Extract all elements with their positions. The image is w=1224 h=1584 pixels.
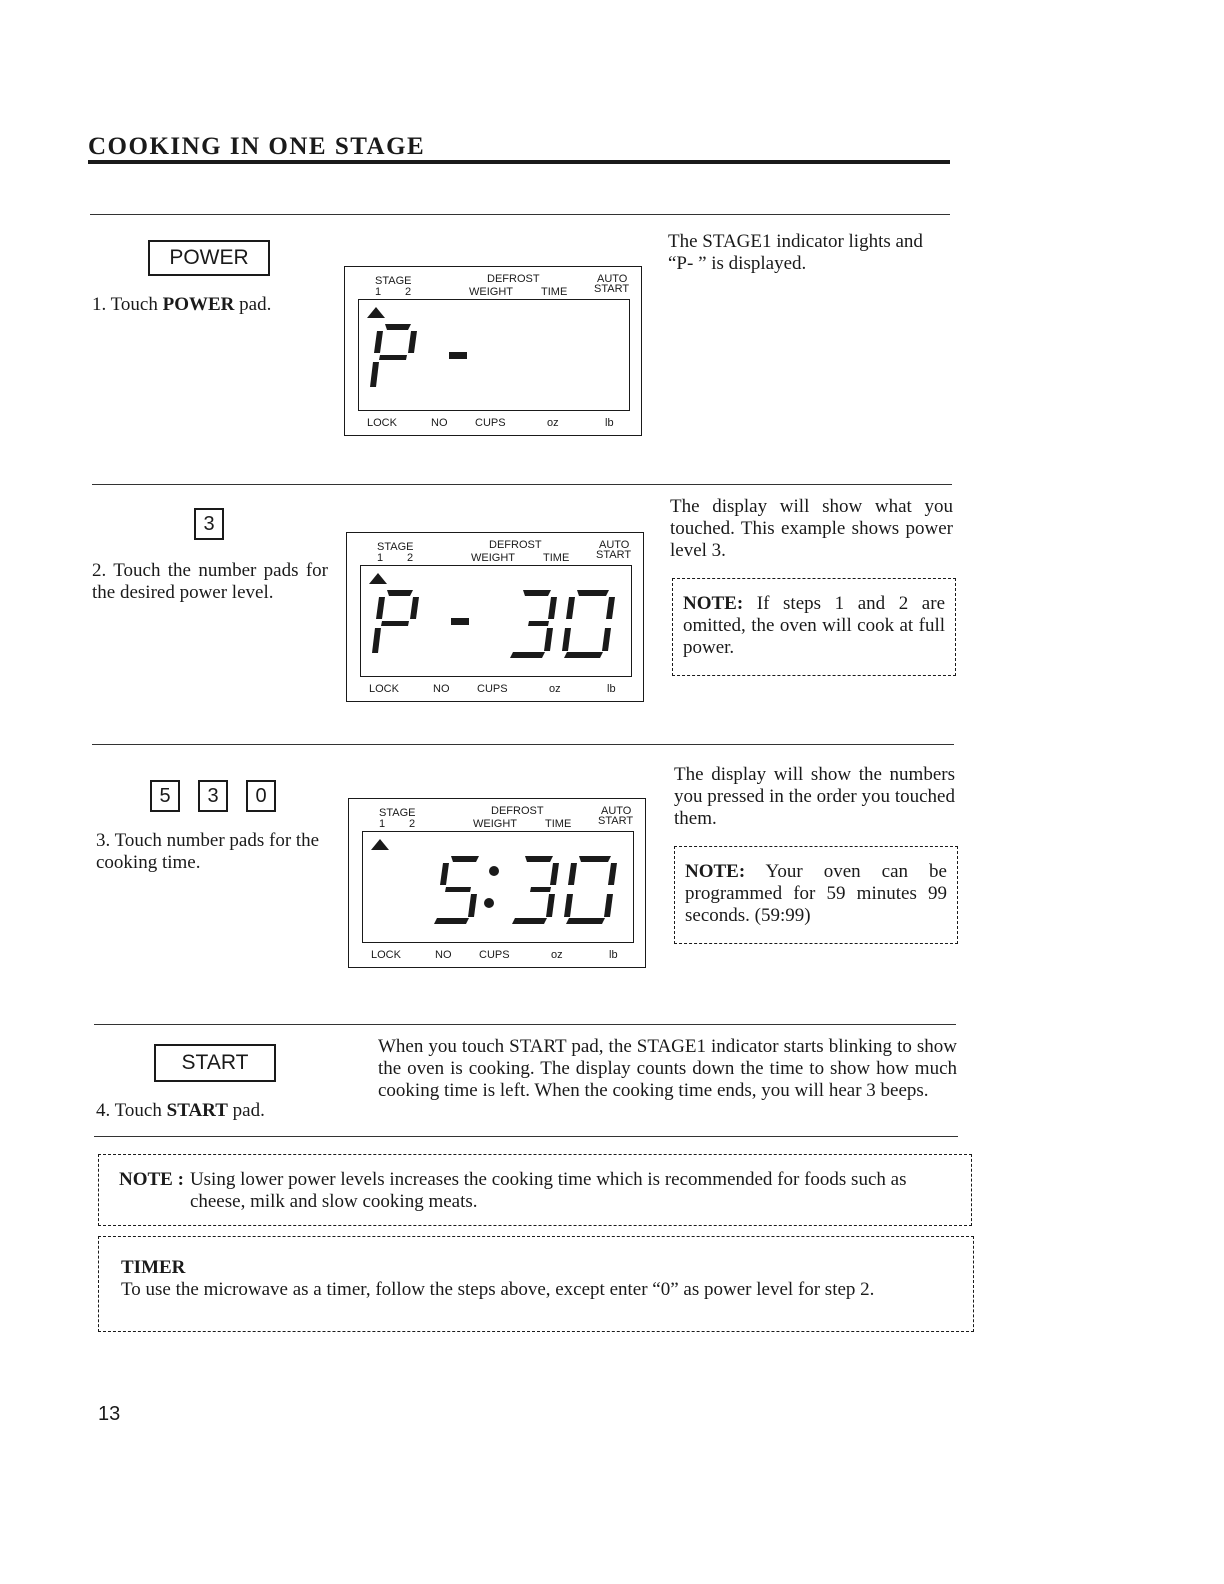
lcd-oz-label: oz (549, 683, 561, 695)
number-pad-label: 5 (159, 784, 171, 807)
lcd-stage-1: 1 (375, 286, 382, 298)
step1-description: The STAGE1 indicator lights and “P- ” is displayed. (668, 231, 923, 274)
power-level-note-box (98, 1154, 972, 1226)
number-pad-label: 3 (207, 784, 219, 807)
lcd-lock-label: LOCK (371, 949, 401, 961)
note-label: NOTE: (683, 593, 744, 614)
stage-indicator-arrow-icon (371, 839, 389, 850)
number-pad-3 (194, 508, 224, 540)
step2-instruction: 2. Touch the number pads for the desired power level. (92, 560, 328, 603)
start-pad (154, 1044, 276, 1082)
title-rule (88, 160, 950, 164)
lcd-readout-p-30 (369, 585, 639, 665)
lcd-no-label: NO (435, 949, 452, 961)
step1-instruction (92, 294, 322, 316)
lcd-stage-label: STAGE (377, 541, 414, 553)
lcd-stage-label: STAGE (375, 275, 412, 287)
page-title: COOKING IN ONE STAGE (88, 133, 426, 160)
lcd-stage-label: STAGE (379, 807, 416, 819)
start-pad-label: START (181, 1051, 249, 1074)
number-pad-label: 3 (203, 512, 215, 535)
step3-description: The display will show the numbers you pressed in the order you touched them. (674, 764, 955, 829)
lcd-defrost-label: DEFROST (491, 805, 544, 817)
lcd-time-label: TIME (545, 818, 572, 830)
lcd-readout-5-30 (371, 851, 641, 931)
step4-instr-bold: START (166, 1100, 228, 1121)
number-pad-label: 0 (255, 784, 267, 807)
lcd-cups-label: CUPS (479, 949, 510, 961)
step2-note-box (672, 578, 956, 676)
lcd-no-label: NO (431, 417, 448, 429)
note-text: Using lower power levels increases the cooking time which is recommended for foods such as cheese, milk and slow cooking meats. (189, 1169, 907, 1212)
section-divider (94, 1024, 956, 1025)
step4-instruction (96, 1100, 326, 1122)
lcd-cups-label: CUPS (475, 417, 506, 429)
step3-instruction: 3. Touch number pads for the cooking time. (96, 830, 320, 873)
step1-instr-prefix: 1. Touch (92, 294, 163, 315)
lcd-display-step1 (344, 266, 642, 436)
lcd-auto-label: AUTO (601, 805, 632, 817)
section-divider (92, 484, 952, 485)
lcd-no-label: NO (433, 683, 450, 695)
note-label: NOTE : (119, 1169, 184, 1190)
step4-description: When you touch START pad, the STAGE1 indicator starts blinking to show the oven is cooking. The display counts down the time to show how much cooking time is left. When the cooking time ends, you will hear 3 beeps. (378, 1036, 957, 1101)
note-text: Your oven can be programmed for 59 minutes 99 seconds. (59:99) (685, 861, 947, 926)
step1-instr-suffix: pad. (234, 294, 272, 315)
lcd-start-label: START (596, 549, 632, 561)
lcd-auto-label: AUTO (599, 539, 630, 551)
lcd-oz-label: oz (547, 417, 559, 429)
number-pad-0 (246, 780, 276, 812)
number-pad-3 (198, 780, 228, 812)
lcd-defrost-label: DEFROST (489, 539, 542, 551)
lcd-lb-label: lb (607, 683, 616, 695)
lcd-start-label: START (594, 283, 630, 295)
lcd-lock-label: LOCK (367, 417, 397, 429)
power-pad (148, 240, 270, 276)
lcd-start-label: START (598, 815, 634, 827)
step4-instr-prefix: 4. Touch (96, 1100, 167, 1121)
timer-text: To use the microwave as a timer, follow the steps above, except enter “0” as power level for step 2. (121, 1279, 875, 1300)
lcd-auto-label: AUTO (597, 273, 628, 285)
lcd-cups-label: CUPS (477, 683, 508, 695)
section-divider (94, 1136, 958, 1137)
power-pad-label: POWER (169, 246, 249, 269)
stage-indicator-arrow-icon (369, 573, 387, 584)
lcd-defrost-label: DEFROST (487, 273, 540, 285)
lcd-readout-p-dash (367, 319, 507, 399)
lcd-lock-label: LOCK (369, 683, 399, 695)
section-divider (92, 744, 954, 745)
lcd-time-label: TIME (541, 286, 568, 298)
note-label: NOTE: (685, 861, 746, 882)
lcd-stage-1: 1 (379, 818, 386, 830)
note-text: If steps 1 and 2 are omitted, the oven will cook at full power. (683, 593, 946, 658)
lcd-stage-2: 2 (407, 552, 414, 564)
lcd-display-step2 (346, 532, 644, 702)
lcd-stage-2: 2 (409, 818, 416, 830)
step1-instr-bold: POWER (162, 294, 235, 315)
lcd-weight-label: WEIGHT (473, 818, 517, 830)
lcd-lb-label: lb (605, 417, 614, 429)
step2-description: The display will show what you touched. This example shows power level 3. (670, 496, 953, 561)
lcd-stage-2: 2 (405, 286, 412, 298)
lcd-display-step3 (348, 798, 646, 968)
lcd-weight-label: WEIGHT (469, 286, 513, 298)
lcd-oz-label: oz (551, 949, 563, 961)
section-divider (90, 214, 950, 215)
number-pad-5 (150, 780, 180, 812)
lcd-stage-1: 1 (377, 552, 384, 564)
timer-box (98, 1236, 974, 1332)
lcd-time-label: TIME (543, 552, 570, 564)
step3-note-box (674, 846, 958, 944)
step4-instr-suffix: pad. (227, 1100, 265, 1121)
page-number: 13 (98, 1403, 121, 1425)
timer-heading: TIMER (121, 1257, 186, 1278)
stage-indicator-arrow-icon (367, 307, 385, 318)
lcd-lb-label: lb (609, 949, 618, 961)
lcd-weight-label: WEIGHT (471, 552, 515, 564)
